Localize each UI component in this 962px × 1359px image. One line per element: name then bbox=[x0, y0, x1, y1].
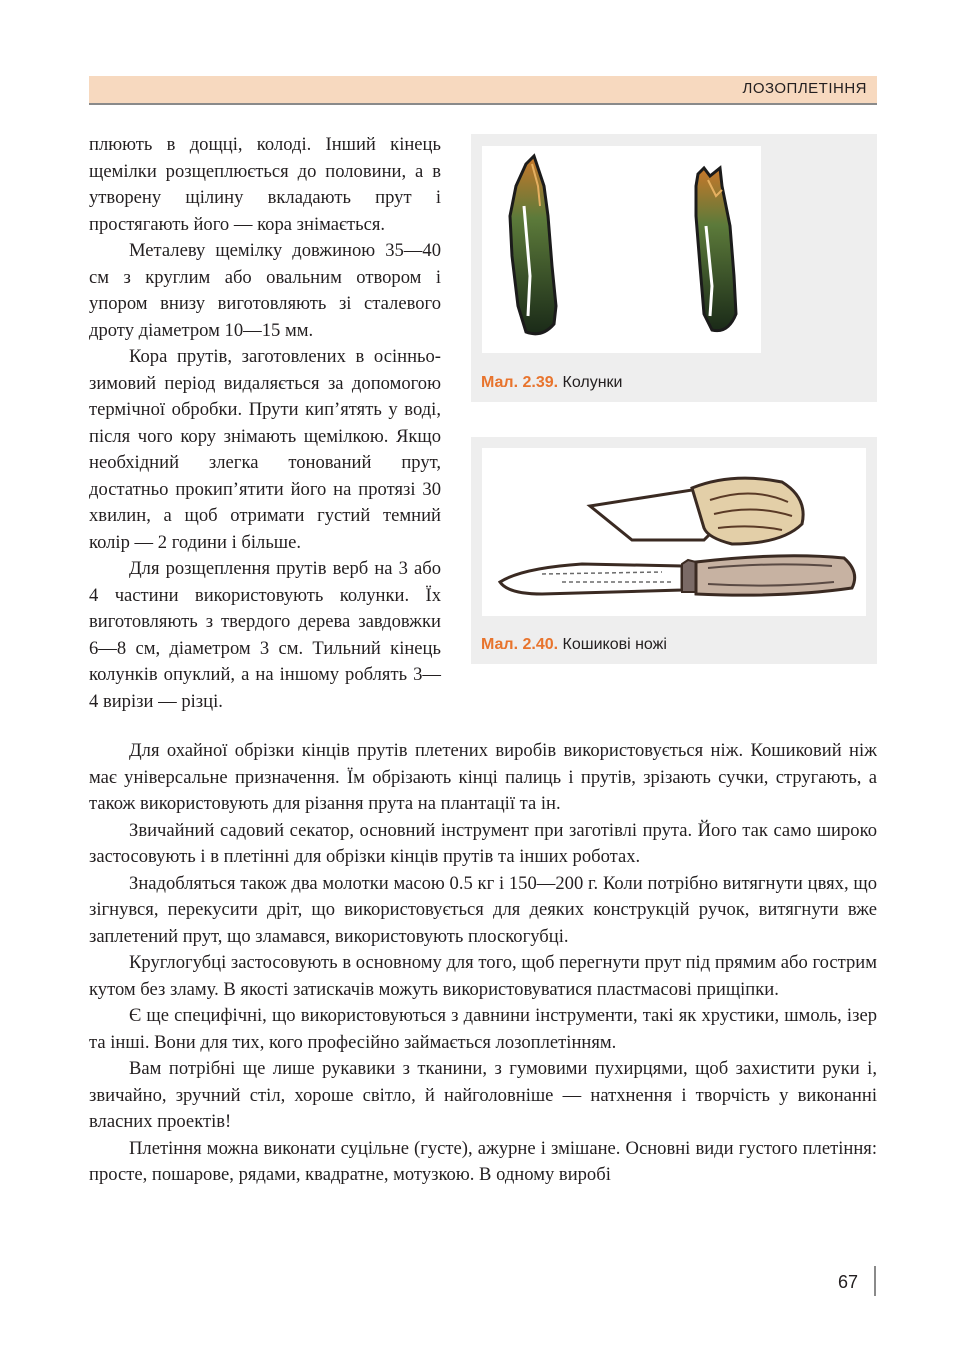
header-bar bbox=[89, 76, 877, 105]
figure-image-splitters bbox=[482, 146, 761, 353]
figure-number: Мал. 2.39. bbox=[481, 374, 559, 391]
paragraph: Звичайний садовий секатор, основний інструмент при заготівлі прута. Його так само широко застосовують і в плетінні для обрізки кінців прутів та інших роботах. bbox=[89, 819, 877, 867]
paragraph: Вам потрібні ще лише рукавики з тканини, з гумовими пухирцями, щоб захистити руки і, звичайно, зручний стіл, хороше світло, й найголовніше — натхнення і творчість у виконанні власних проектів! bbox=[89, 1058, 877, 1132]
splitter-right bbox=[696, 168, 736, 331]
left-column-text bbox=[89, 132, 441, 715]
paragraph: Плетіння можна виконати суцільне (густе), ажурне і змішане. Основні види густого плетіння: просте, пошарове, рядами, квадратне, мотузкою. В одному виробі bbox=[89, 1137, 877, 1185]
figure-2-39 bbox=[471, 134, 877, 402]
paragraph: Є ще специфічні, що використовуються з давнини інструменти, такі як хрустики, шмоль, ізер та інші. Вони для тих, кого професійно займається лозоплетінням. bbox=[89, 1005, 877, 1053]
long-knife bbox=[500, 556, 855, 595]
basket-knives-drawing bbox=[482, 448, 866, 616]
figure-image-knives bbox=[482, 448, 866, 616]
full-width-text bbox=[89, 738, 877, 1189]
figure-2-40 bbox=[471, 437, 877, 664]
paragraph: Для розщеплення прутів верб на 3 або 4 частини використовують колунки. Їх виготовляють з твердого дерева завдовжки 6—8 см, діаметром 3 см. Тильний кінець колунків опуклий, а на іншому роблять 3—4 вирізи — різці. bbox=[89, 558, 441, 712]
paragraph: Для охайної обрізки кінців прутів плетених виробів використовується ніж. Кошиковий ніж має універсальне призначення. Їм обрізають кінці палиць і прутів, зрізають сучки, стругають, а також використовують для різання прута на плантації та ін. bbox=[89, 740, 877, 814]
paragraph: Металеву щемілку довжиною 35—40 см з круглим або овальним отвором і упором внизу виготовляють зі сталевого дроту діаметром 10—15 мм. bbox=[89, 240, 441, 341]
page-number-rule bbox=[874, 1266, 876, 1296]
page-number: 67 bbox=[838, 1272, 859, 1292]
running-header-title: ЛОЗОПЛЕТІННЯ bbox=[742, 80, 867, 97]
figure-caption bbox=[481, 636, 667, 654]
figure-caption bbox=[481, 374, 623, 392]
short-knife bbox=[590, 478, 803, 544]
paragraph: Знадобляться також два молотки масою 0.5 кг і 150—200 г. Коли потрібно витягнути цвях, що зігнувся, перекусити дріт, що використовується для деяких конструкцій ручок, витягнути вже заплетений прут, що зламався, використовують плоскогубці. bbox=[89, 872, 877, 947]
paragraph: Кора прутів, заготовлених в осінньо-зимовий період видаляється за допомогою термічної обробки. Прути кип’ятять у воді, після чого кору знімають щемілкою. Якщо необхідний злегка тонований прут, достатньо прокип’ятити його на протязі 30 хвилин, а щоб отримати густий темний колір — 2 години і більше. bbox=[89, 346, 441, 553]
splitter-left bbox=[510, 156, 556, 334]
paragraph: плюють в дощці, колоді. Інший кінець щемілки розщеплюється до половини, а в утворену щілину вкладають прут і простягають його — кора знімається. bbox=[89, 134, 441, 235]
paragraph: Круглогубці застосовують в основному для того, щоб перегнути прут під прямим або гострим кутом без зламу. В якості затискачів можуть використовуватися пластмасові прищіпки. bbox=[89, 952, 877, 1000]
figure-caption-text: Кошикові ножі bbox=[562, 636, 667, 653]
figure-number: Мал. 2.40. bbox=[481, 636, 559, 653]
figure-caption-text: Колунки bbox=[562, 374, 623, 391]
wedge-splitters-drawing bbox=[482, 146, 761, 353]
